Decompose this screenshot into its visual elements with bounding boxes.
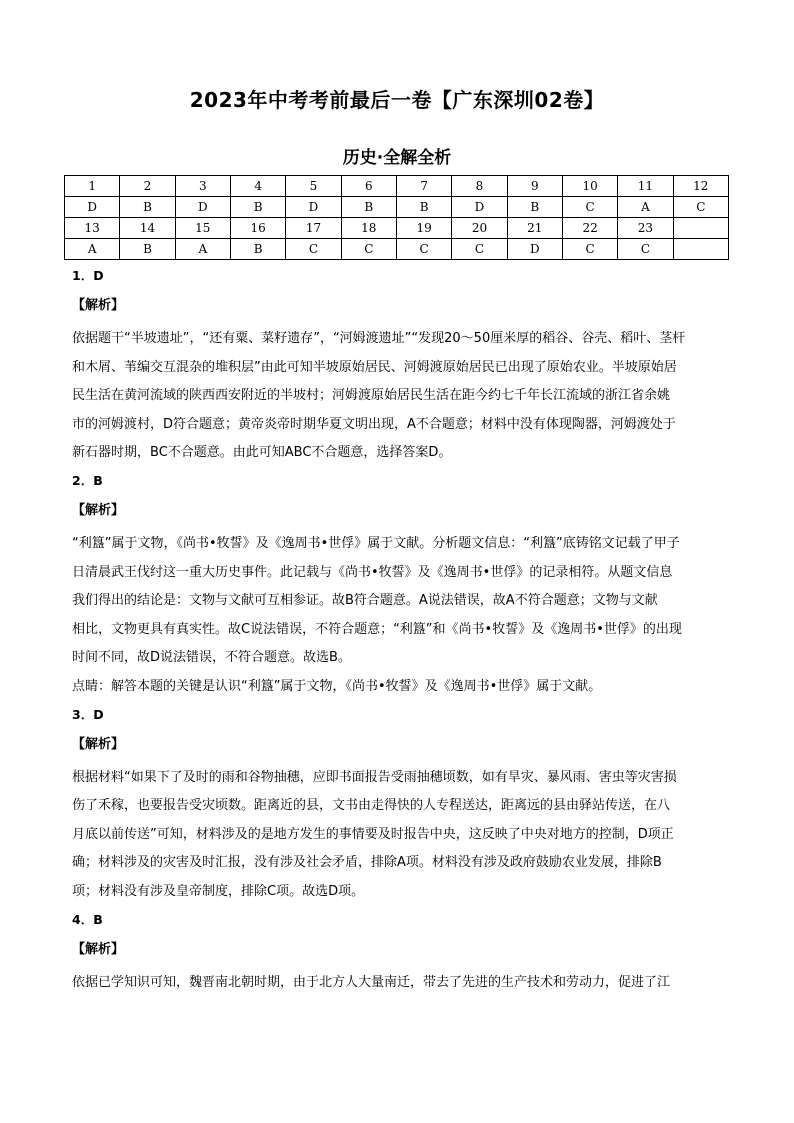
- answer-table-cell: B: [120, 197, 175, 218]
- analysis-line: 相比，文物更具有真实性。故C说法错误，不符合题意；“利簋”和《尚书•牧誓》及《逸周书•世俘》的出现: [72, 621, 682, 637]
- question-number: 4．B: [72, 911, 103, 927]
- answer-table: [64, 175, 729, 260]
- question-block: [72, 705, 724, 907]
- answer-table-cell: 12: [673, 176, 728, 197]
- answer-table-row: [65, 239, 729, 260]
- analysis-label: 【解析】: [72, 298, 125, 313]
- analysis-line: 我们得出的结论是：文物与文献可互相参证。故B符合题意。A说法错误，故A不符合题意；文物与文献: [72, 593, 658, 609]
- answer-table-cell: 6: [341, 176, 396, 197]
- answer-table-cell: 11: [618, 176, 673, 197]
- answer-table-cell: 16: [230, 218, 285, 239]
- answer-table-cell: C: [452, 239, 507, 260]
- answer-table-cell: D: [286, 197, 341, 218]
- analysis-line: 民生活在黄河流域的陕西西安附近的半坡村；河姆渡原始居民生活在距今约七千年长江流域的浙江省余姚: [72, 388, 671, 404]
- answer-table-cell: C: [562, 239, 617, 260]
- answer-table-cell: D: [507, 239, 562, 260]
- page-subtitle: 历史·全解全析: [342, 148, 452, 168]
- answer-table-cell: 2: [120, 176, 175, 197]
- answer-table-cell: 7: [396, 176, 451, 197]
- answer-table-cell: B: [341, 197, 396, 218]
- answer-table-cell: [673, 239, 728, 260]
- analysis-line: 确；材料涉及的灾害及时汇报，没有涉及社会矛盾，排除A项。材料没有涉及政府鼓励农业发展，排除B: [72, 855, 662, 871]
- answer-table-cell: 10: [562, 176, 617, 197]
- question-block: [72, 910, 724, 998]
- question-number: 1．D: [72, 268, 104, 283]
- answer-table-cell: 4: [230, 176, 285, 197]
- answer-table-row: [65, 176, 729, 197]
- analysis-line: 市的河姆渡村，D符合题意；黄帝炎帝时期华夏文明出现，A不合题意；材料中没有体现陶器，河姆渡处于: [72, 416, 676, 432]
- page-title: 2023年中考考前最后一卷【广东深圳02卷】: [189, 88, 605, 112]
- answer-table-cell: C: [562, 197, 617, 218]
- answer-table-cell: 17: [286, 218, 341, 239]
- analysis-text: [72, 764, 724, 907]
- analysis-text: [72, 969, 724, 998]
- solutions-content: [72, 266, 724, 1000]
- answer-table-cell: 5: [286, 176, 341, 197]
- analysis-text: [72, 530, 724, 673]
- analysis-label: 【解析】: [72, 941, 125, 957]
- answer-table-cell: B: [230, 197, 285, 218]
- question-number: 2．B: [72, 472, 103, 488]
- analysis-line: 和木屑、苇编交互混杂的堆积层”由此可知半坡原始居民、河姆渡原始居民已出现了原始农业。半坡原始居: [72, 359, 677, 375]
- answer-table-cell: 18: [341, 218, 396, 239]
- answer-table-cell: 15: [175, 218, 230, 239]
- analysis-label: 【解析】: [72, 502, 125, 518]
- question-block: [72, 471, 724, 702]
- answer-table-cell: C: [341, 239, 396, 260]
- answer-table-cell: B: [507, 197, 562, 218]
- answer-table-cell: 1: [65, 176, 120, 197]
- answer-table-row: [65, 197, 729, 218]
- answer-table-cell: 23: [618, 218, 673, 239]
- answer-table-cell: 9: [507, 176, 562, 197]
- analysis-line: 依据已学知识可知，魏晋南北朝时期，由于北方人大量南迁，带去了先进的生产技术和劳动力，促进了江: [72, 974, 671, 990]
- analysis-line: 伤了禾稼，也要报告受灾顷数。距离近的县，文书由走得快的人专程送达，距离远的县由驿站传送，在八: [72, 798, 671, 814]
- analysis-line: 月底以前传送”可知，材料涉及的是地方发生的事情要及时报告中央，这反映了中央对地方的控制，D项正: [72, 826, 674, 842]
- answer-table-cell: 20: [452, 218, 507, 239]
- answer-table-cell: 19: [396, 218, 451, 239]
- answer-table-cell: D: [175, 197, 230, 218]
- answer-table-cell: C: [673, 197, 728, 218]
- analysis-line: “利簋”属于文物，《尚书•牧誓》及《逸周书•世俘》属于文献。分析题文信息：“利簋”底铸铭文记载了甲子: [72, 535, 680, 551]
- answer-table-cell: [673, 218, 728, 239]
- answer-table-cell: 22: [562, 218, 617, 239]
- question-block: [72, 266, 724, 468]
- answer-table-cell: 3: [175, 176, 230, 197]
- analysis-line: 时间不同，故D说法错误，不符合题意。故选B。: [72, 650, 351, 666]
- analysis-label: 【解析】: [72, 736, 125, 752]
- analysis-text: [72, 325, 724, 468]
- answer-table-cell: A: [618, 197, 673, 218]
- answer-table-cell: 8: [452, 176, 507, 197]
- analysis-line: 依据题干“半坡遗址”，“还有粟、菜籽遗存”，“河姆渡遗址”“发现20～50厘米厚的稻谷、谷壳、稻叶、茎杆: [72, 331, 686, 346]
- answer-table-cell: B: [230, 239, 285, 260]
- answer-table-cell: A: [175, 239, 230, 260]
- answer-table-cell: 14: [120, 218, 175, 239]
- question-number: 3．D: [72, 706, 104, 722]
- answer-table-cell: B: [120, 239, 175, 260]
- analysis-line: 日清晨武王伐纣这一重大历史事件。此记载与《尚书•牧誓》及《逸周书•世俘》的记录相符。从题文信息: [72, 564, 673, 580]
- answer-table-cell: C: [286, 239, 341, 260]
- answer-table-cell: D: [65, 197, 120, 218]
- analysis-note: 点睛：解答本题的关键是认识“利簋”属于文物，《尚书•牧誓》及《逸周书•世俘》属于文献。: [72, 678, 602, 694]
- answer-table-cell: C: [396, 239, 451, 260]
- answer-table-cell: D: [452, 197, 507, 218]
- answer-table-cell: 13: [65, 218, 120, 239]
- answer-table-row: [65, 218, 729, 239]
- answer-table-cell: A: [65, 239, 120, 260]
- answer-table-cell: C: [618, 239, 673, 260]
- analysis-line: 新石器时期，BC不合题意。由此可知ABC不合题意，选择答案D。: [72, 445, 452, 461]
- analysis-line: 项；材料没有涉及皇帝制度，排除C项。故选D项。: [72, 883, 365, 899]
- analysis-line: 根据材料“如果下了及时的雨和谷物抽穗，应即书面报告受雨抽穗顷数，如有旱灾、暴风雨、害虫等灾害损: [72, 769, 677, 785]
- answer-table-cell: B: [396, 197, 451, 218]
- answer-table-cell: 21: [507, 218, 562, 239]
